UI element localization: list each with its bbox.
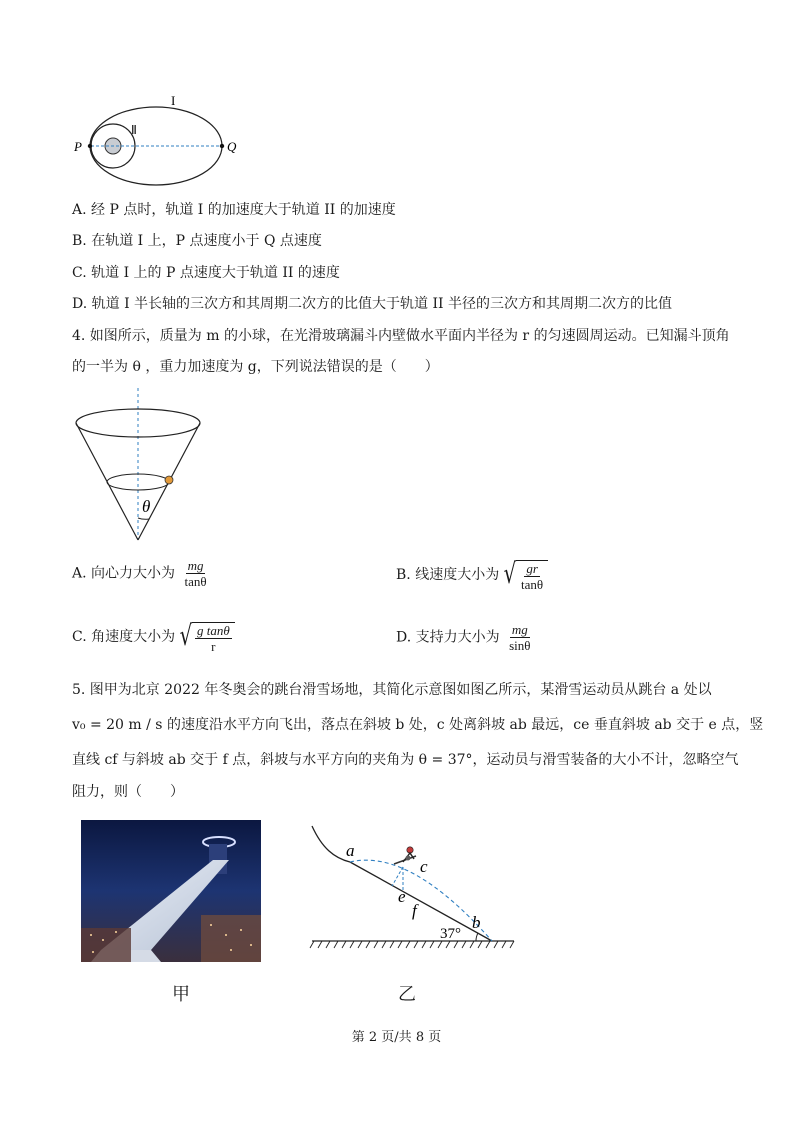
ramp-curve (312, 826, 350, 862)
q3-option-b: B. 在轨道 I 上，P 点速度小于 Q 点速度 (72, 233, 322, 249)
q4-option-d (396, 622, 533, 653)
orbit-label-Q: Q (227, 139, 237, 154)
q5-stem-line3: 直线 cf 与斜坡 ab 交于 f 点，斜坡与水平方向的夹角为 θ = 37°，运动员与滑雪装备的大小不计，忽略空气 (72, 752, 739, 768)
orbit-label-II: Ⅱ (131, 123, 137, 137)
skier-icon (394, 847, 416, 864)
q4-option-d-text: D. 支持力大小为 (396, 629, 500, 646)
q4-option-a-num: mg (187, 558, 204, 573)
q4-option-c-num: g tanθ (196, 623, 230, 638)
slope-label-b: b (472, 913, 481, 932)
q5-stem-line1: 5. 图甲为北京 2022 年冬奥会的跳台滑雪场地，其简化示意图如图乙所示，某滑雪运动员从跳台 a 处以 (72, 682, 712, 698)
q4-option-c-den: r (211, 639, 216, 654)
q4-option-b-num: gr (526, 561, 538, 576)
q3-option-a: A. 经 P 点时，轨道 I 的加速度大于轨道 II 的加速度 (72, 202, 396, 218)
ground-hatch (310, 941, 514, 948)
q4-stem-line2: 的一半为 θ ，重力加速度为 g，下列说法错误的是（ ） (72, 359, 439, 375)
caption-jia: 甲 (172, 984, 190, 1005)
q4-option-d-num: mg (511, 622, 528, 637)
caption-yi: 乙 (398, 984, 416, 1005)
ball (165, 476, 173, 484)
q4-option-b (396, 556, 548, 592)
funnel-orbit (107, 474, 169, 490)
slope-label-e: e (398, 887, 406, 906)
funnel-figure (70, 388, 210, 548)
orbit-label-I: I (171, 93, 176, 108)
q4-option-d-fraction (507, 622, 532, 653)
point-Q (220, 144, 224, 148)
q5-stem-line4: 阻力，则（ ） (72, 784, 184, 800)
q5-stem-line2: v₀ = 20 m / s 的速度沿水平方向飞出，落点在斜坡 b 处，c 处离斜坡 ab 最远，ce 垂直斜坡 ab 交于 e 点，竖 (72, 717, 764, 733)
theta-arc (138, 518, 149, 519)
q4-option-b-sqrt: √ $\frac{gr}{\tan\theta}$ (501, 556, 548, 592)
q4-option-d-den: sinθ (509, 638, 531, 653)
orbit-label-P: P (74, 139, 82, 154)
slope-label-c: c (420, 857, 428, 876)
q4-option-b-text: B. 线速度大小为 (396, 567, 500, 583)
ski-jump-photo-art (81, 820, 261, 962)
q4-stem-line1: 4. 如图所示，质量为 m 的小球，在光滑玻璃漏斗内壁做水平面内半径为 r 的匀速圆周运动。已知漏斗顶角 (72, 328, 730, 344)
slope-angle-label: 37° (440, 926, 461, 942)
q4-option-c-text: C. 角速度大小为 (72, 629, 176, 645)
q4-option-a-den: tanθ (184, 574, 207, 589)
funnel-theta-label: θ (142, 497, 151, 516)
q4-option-b-den: tanθ (521, 577, 544, 592)
ski-jump-photo (81, 820, 261, 962)
orbit-figure (60, 88, 260, 198)
q4-option-a-fraction (182, 558, 208, 589)
point-P (88, 144, 92, 148)
slope-label-f: f (412, 901, 417, 920)
q4-option-a-text: A. 向心力大小为 (72, 565, 176, 582)
q4-option-c-sqrt: √ $\frac{\text{g tanθ}}{r}$ (177, 618, 235, 654)
q3-option-c: C. 轨道 I 上的 P 点速度大于轨道 II 的速度 (72, 265, 340, 281)
angle-arc (476, 933, 478, 941)
line-ce (392, 867, 403, 886)
q4-option-a (72, 558, 209, 589)
page-footer: 第 2 页/共 8 页 (351, 1030, 442, 1045)
q4-option-c (72, 618, 235, 654)
slope-label-a: a (346, 841, 355, 860)
slope-diagram (300, 820, 525, 955)
q3-option-d: D. 轨道 I 半长轴的三次方和其周期二次方的比值大于轨道 II 半径的三次方和其周期二次方的比值 (72, 296, 673, 312)
